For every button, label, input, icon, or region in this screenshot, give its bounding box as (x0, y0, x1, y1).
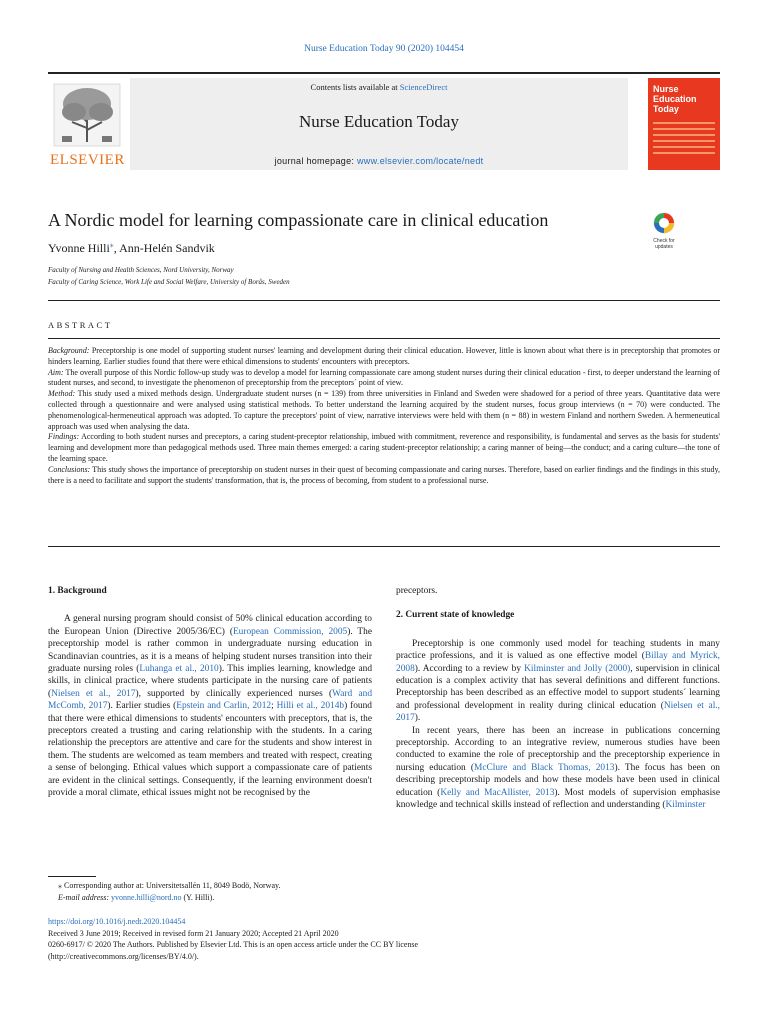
article-meta (48, 916, 648, 962)
license-url[interactable]: (http://creativecommons.org/licenses/BY/4.0/). (48, 951, 199, 961)
citation-link[interactable]: McClure and Black Thomas, 2013 (474, 762, 615, 773)
citation-link[interactable]: Luhanga et al., 2010 (139, 664, 219, 675)
license-text: 0260-6917/ © 2020 The Authors. Published by Elsevier Ltd. This is an open access article under the CC BY license (48, 940, 419, 949)
paragraph: Preceptorship is one commonly used model for teaching students in many practice professions, and it is valued as one effective model (Billay and Myrick, 2008). According to a review by Kilminster and Jolly (2000), supervision in clinical education is a complex activity that has several definitions and different functions. Preceptorship has been described as an effective model to support students´ learning and professional development in reality during clinical education (Nielsen et al., 2017). (396, 638, 720, 724)
left-column (48, 585, 372, 800)
section-heading-background: 1. Background (48, 586, 107, 596)
continued-text: preceptors. (396, 586, 438, 596)
divider (48, 300, 720, 301)
paragraph: A general nursing program should consist of 50% clinical education according to the European Union (Directive 2005/36/EC) (European Commission, 2005). The preceptorship model is rather common in undergraduate nursing education in Scandinavian countries, as it is a means of helping student nurses transition into their graduate nursing roles (Luhanga et al., 2010). This implies learning, knowledge and skills, in clinical practice, where students participate in the nursing care of patients (Nielsen et al., 2017), supported by clinically experienced nurses (Ward and McComb, 2017). Earlier studies (Epstein and Carlin, 2012; Hilli et al., 2014b) found that there were ethical dimensions to students' encounters with preceptors, that is, the preceptors created a trusting and caring relationship with the students. In a caring relationship the preceptors are attentive and care for the students and show interest in them. The students are welcomed as team members and treated with respect, creating a sense of belonging. Ethical values which support a compassionate care of patients are evident in the clinical settings. Consequently, if the learning environment doesn't provide a moral climate, ethical issues might not be recognised by the (48, 614, 373, 799)
abstract-findings: Findings: According to both student nurses and preceptors, a caring student-preceptor relationship, imbued with commitment, reverence and responsibility, is fundamental and serves as the basis for students' learning and development more than pedagogical methods used. Three main themes emerged: a caring student-preceptor relationship; a caring manner of being—the conduct; and a caring culture—the tone of the learning space. (48, 432, 720, 463)
affiliation: Faculty of Caring Science, Work Life and Social Welfare, University of Borås, Sweden (48, 278, 290, 286)
right-column (396, 585, 720, 812)
citation-link[interactable]: European Commission, 2005 (232, 626, 348, 637)
journal-header-box (130, 78, 628, 170)
citation-link[interactable]: Kelly and MacAllister, 2013 (440, 787, 555, 798)
author-name: Yvonne Hilli (48, 241, 110, 255)
footnotes (48, 880, 548, 903)
cover-decoration (653, 122, 715, 154)
affiliation: Faculty of Nursing and Health Sciences, Nord University, Norway (48, 266, 234, 274)
corresponding-author-mark[interactable]: ⁎ (109, 240, 114, 249)
author-email-link[interactable]: yvonne.hilli@nord.no (111, 892, 182, 902)
sciencedirect-link[interactable]: ScienceDirect (399, 82, 448, 92)
divider (48, 338, 720, 339)
abstract-conclusions: Conclusions: This study shows the importance of preceptorship on student nurses in their quest of becoming compassionate and caring nurses. Therefore, based on earlier findings and the findings in this study, there is a need to facilitate and support the students' transformation, that is, the process of becoming, from student to a professional nurse. (48, 464, 720, 485)
footnote-divider (48, 876, 96, 877)
check-for-updates-icon (653, 212, 675, 236)
abstract-background: Background: Preceptorship is one model of supporting student nurses' learning and development during their clinical education. However, little is known about what there is in preceptorship that promotes or hinders learning. Earlier studies found that there were ethical dimensions to students' encounters with preceptors. (48, 346, 720, 366)
homepage-line: journal homepage: www.elsevier.com/locate/nedt (274, 156, 484, 166)
journal-homepage-link[interactable]: www.elsevier.com/locate/nedt (357, 156, 484, 166)
article-title: A Nordic model for learning compassionate care in clinical education (48, 210, 549, 230)
divider (48, 546, 720, 547)
email-note: E-mail address: yvonne.hilli@nord.no (Y. Hilli). (58, 892, 215, 902)
journal-banner (48, 72, 720, 170)
journal-citation[interactable]: Nurse Education Today 90 (2020) 104454 (304, 44, 464, 54)
citation-link[interactable]: Kilminster (665, 800, 706, 811)
paragraph: In recent years, there has been an increase in publications concerning preceptorship. According to an integrative review, numerous studies have been conducted to examine the role of preceptorship and the preceptorship experience in nursing education (McClure and Black Thomas, 2013). The focus has been on describing preceptorship models and how these models have been used in clinical education (Kelly and MacAllister, 2013). Most models of supervision emphasise knowledge and technical skills instead of reflection and understanding (Kilminster (396, 725, 720, 811)
citation-link[interactable]: Ward and McComb, 2017 (48, 688, 373, 712)
corresponding-author-note: ⁎ Corresponding author at: Universitetsallén 11, 8049 Bodö, Norway. (58, 881, 281, 890)
citation-link[interactable]: Kilminster and Jolly (2000) (524, 663, 631, 674)
author-name: Ann-Helén Sandvik (119, 241, 215, 255)
citation-link[interactable]: Nielsen et al., 2017 (51, 688, 136, 699)
citation-link[interactable]: Epstein and Carlin, 2012 (176, 701, 272, 712)
abstract-method: Method: This study used a mixed methods design. Undergraduate student nurses (n = 139) from three universities in Finland and Sweden were shadowed for a period of three years. Quantitative data were collected through a questionnaire and were analysed using statistical methods. To better understand the learning acquired by the student nurses, focus group interviews (n = 70) were conducted. The phenomenological-hermeneutical approach was adopted. To capture the preceptors' point of view, narrative interviews were held with them (n = 88) in western Finland and northern Sweden. A hermeneutical approach was used when analysing the data. (48, 389, 720, 431)
citation-link[interactable]: Nielsen et al., 2017 (396, 700, 720, 724)
publisher-name: ELSEVIER (50, 152, 125, 168)
received-dates: Received 3 June 2019; Received in revised form 21 January 2020; Accepted 21 April 2020 (48, 928, 339, 938)
citation-link[interactable]: Hilli et al., 2014b (276, 701, 345, 712)
abstract-body (48, 346, 720, 486)
check-for-updates-button[interactable] (646, 212, 682, 252)
doi-link[interactable]: https://doi.org/10.1016/j.nedt.2020.104454 (48, 917, 186, 926)
check-for-updates-label: Check for updates (653, 238, 675, 250)
journal-title: Nurse Education Today (299, 112, 459, 131)
abstract-heading: ABSTRACT (48, 320, 113, 330)
journal-cover-image[interactable]: Nurse Education Today (648, 78, 720, 170)
contents-line: Contents lists available at ScienceDirect (310, 82, 448, 92)
section-heading-current-knowledge: 2. Current state of knowledge (396, 610, 515, 621)
citation-link[interactable]: Billay and Myrick, 2008 (396, 651, 720, 674)
authors-line: Yvonne Hilli⁎, Ann-Helén Sandvik (48, 240, 215, 255)
abstract-aim: Aim: The overall purpose of this Nordic follow-up study was to develop a model for learning compassionate care among student nurses during their clinical education - first, to deeper understand the learning of student nurses, and second, to investigate the phenomenon of preceptorship from the preceptors´ point of view. (48, 367, 720, 388)
